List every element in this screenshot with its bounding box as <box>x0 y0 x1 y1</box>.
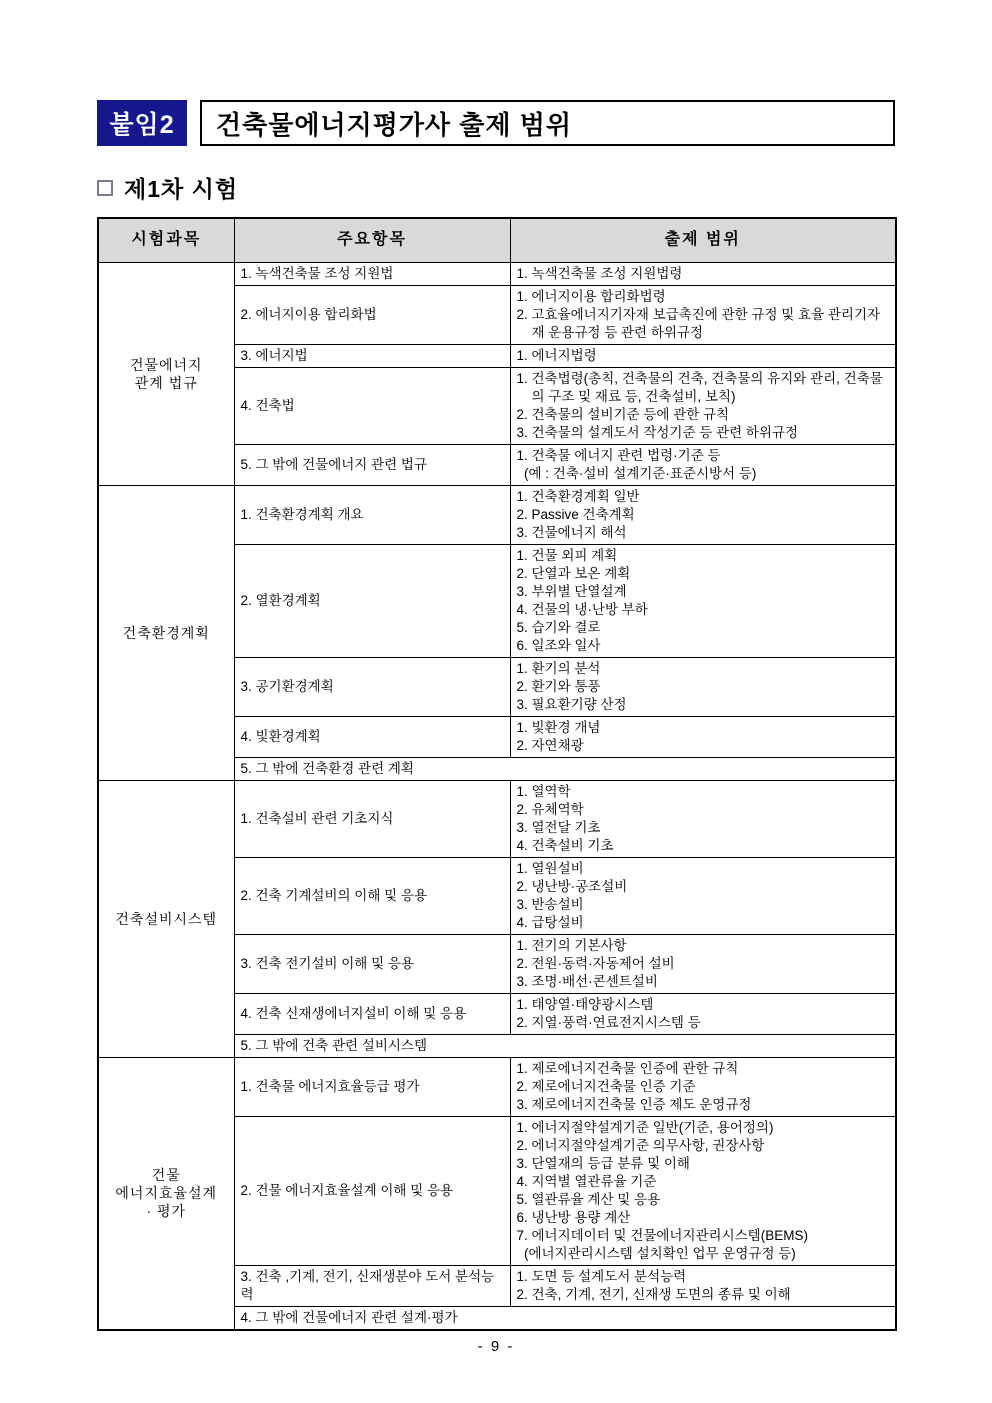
scope-cell <box>510 716 896 757</box>
scope-line: 3. 제로에너지건축물 인증 제도 운영규정 <box>516 1096 752 1112</box>
main-item-cell: 5. 그 밖에 건물에너지 관련 법규 <box>234 444 510 485</box>
exam-scope-table <box>97 217 897 1331</box>
scope-cell <box>510 857 896 934</box>
main-item-cell: 2. 건물 에너지효율설계 이해 및 응용 <box>234 1116 510 1265</box>
scope-cell <box>510 544 896 657</box>
scope-cell <box>510 485 896 544</box>
scope-line: 2. 제로에너지건축물 인증 기준 <box>516 1078 696 1094</box>
subject-line: 건축환경계획 <box>122 624 210 641</box>
scope-line: 1. 도면 등 설계도서 분석능력 <box>516 1268 687 1284</box>
scope-cell <box>510 1265 896 1306</box>
scope-cell <box>510 262 896 285</box>
table-row <box>98 780 896 857</box>
main-item-cell: 1. 건축물 에너지효율등급 평가 <box>234 1057 510 1116</box>
scope-line: 2. 건축물의 설비기준 등에 관한 규칙 <box>516 406 730 422</box>
subject-cell <box>98 1057 234 1330</box>
scope-cell <box>510 344 896 367</box>
scope-line: 4. 지역별 열관류율 기준 <box>516 1173 657 1189</box>
scope-line: 6. 냉난방 용량 계산 <box>516 1209 631 1225</box>
scope-line: 1. 건축환경계획 일반 <box>516 488 640 504</box>
main-item-cell: 1. 건축환경계획 개요 <box>234 485 510 544</box>
scope-line: 3. 건물에너지 해석 <box>516 524 627 540</box>
main-item-cell: 4. 그 밖에 건물에너지 관련 설계·평가 <box>234 1306 896 1330</box>
scope-line: 1. 빛환경 개념 <box>516 719 601 735</box>
subject-cell <box>98 780 234 1057</box>
scope-line: 2. 자연채광 <box>516 737 584 753</box>
scope-cell <box>510 367 896 444</box>
section-heading <box>97 171 895 204</box>
scope-cell <box>510 444 896 485</box>
scope-line: 2. 지열·풍력·연료전지시스템 등 <box>516 1014 701 1030</box>
subject-cell <box>98 262 234 485</box>
main-item-cell: 2. 열환경계획 <box>234 544 510 657</box>
col-header-main-items: 주요항목 <box>234 218 510 262</box>
scope-line: 1. 건물 외피 계획 <box>516 547 618 563</box>
subject-line: 건물에너지 <box>129 356 203 373</box>
subject-line: 관계 법규 <box>134 374 198 391</box>
table-row <box>98 1057 896 1116</box>
scope-line: (예 : 건축·설비 설계기준·표준시방서 등) <box>516 465 757 481</box>
main-item-cell: 5. 그 밖에 건축 관련 설비시스템 <box>234 1034 896 1057</box>
scope-line: 1. 에너지절약설계기준 일반(기준, 용어정의) <box>516 1119 774 1135</box>
table-header-row <box>98 218 896 262</box>
scope-line: 3. 반송설비 <box>516 896 584 912</box>
scope-cell <box>510 285 896 344</box>
scope-line: (에너지관리시스템 설치확인 업무 운영규정 등) <box>516 1245 796 1261</box>
scope-cell <box>510 657 896 716</box>
scope-line: 1. 열역학 <box>516 783 571 799</box>
subject-line: · 평가 <box>146 1203 187 1219</box>
main-item-cell: 4. 건축 신재생에너지설비 이해 및 응용 <box>234 993 510 1034</box>
scope-line: 2. 환기와 통풍 <box>516 678 601 694</box>
col-header-scope: 출제 범위 <box>510 218 896 262</box>
scope-line: 1. 녹색건축물 조성 지원법령 <box>516 265 683 281</box>
square-bullet-icon <box>97 180 113 196</box>
doc-header <box>97 100 895 146</box>
main-item-cell: 2. 에너지이용 합리화법 <box>234 285 510 344</box>
scope-line: 2. 유체역학 <box>516 801 584 817</box>
col-header-subject: 시험과목 <box>98 218 234 262</box>
subject-line: 에너지효율설계 <box>115 1185 218 1201</box>
scope-line: 2. 고효율에너지기자재 보급촉진에 관한 규정 및 효율 관리기자재 운용규정 등 관련 하위규정 <box>516 306 881 340</box>
scope-line: 2. 에너지절약설계기준 의무사항, 권장사항 <box>516 1137 765 1153</box>
scope-cell <box>510 993 896 1034</box>
main-item-cell: 2. 건축 기계설비의 이해 및 응용 <box>234 857 510 934</box>
scope-line: 3. 조명·배선·콘센트설비 <box>516 973 658 989</box>
scope-line: 1. 전기의 기본사항 <box>516 937 627 953</box>
main-item-cell: 3. 에너지법 <box>234 344 510 367</box>
scope-line: 7. 에너지데이터 및 건물에너지관리시스템(BEMS) <box>516 1227 808 1243</box>
scope-line: 1. 열원설비 <box>516 860 584 876</box>
attachment-badge: 붙임2 <box>97 100 187 146</box>
scope-line: 2. 건축, 기계, 전기, 신재생 도면의 종류 및 이해 <box>516 1286 791 1302</box>
scope-cell <box>510 780 896 857</box>
scope-line: 3. 단열재의 등급 분류 및 이해 <box>516 1155 690 1171</box>
scope-line: 3. 건축물의 설계도서 작성기준 등 관련 하위규정 <box>516 424 799 440</box>
scope-line: 2. 단열과 보온 계획 <box>516 565 631 581</box>
scope-cell <box>510 934 896 993</box>
main-item-cell: 1. 건축설비 관련 기초지식 <box>234 780 510 857</box>
doc-title: 건축물에너지평가사 출제 범위 <box>216 109 572 140</box>
scope-cell <box>510 1116 896 1265</box>
scope-line: 4. 급탕설비 <box>516 914 584 930</box>
scope-line: 4. 건물의 냉·난방 부하 <box>516 601 648 617</box>
scope-cell <box>510 1057 896 1116</box>
scope-line: 3. 열전달 기초 <box>516 819 601 835</box>
scope-line: 2. 전원·동력·자동제어 설비 <box>516 955 675 971</box>
scope-line: 6. 일조와 일사 <box>516 637 601 653</box>
subject-line: 건축설비시스템 <box>115 910 218 927</box>
main-item-cell: 5. 그 밖에 건축환경 관련 계획 <box>234 757 896 780</box>
scope-line: 1. 제로에너지건축물 인증에 관한 규칙 <box>516 1060 739 1076</box>
scope-line: 3. 부위별 단열설계 <box>516 583 627 599</box>
doc-title-box <box>200 100 895 146</box>
scope-line: 4. 건축설비 기초 <box>516 837 614 853</box>
scope-line: 1. 환기의 분석 <box>516 660 601 676</box>
scope-line: 5. 습기와 결로 <box>516 619 601 635</box>
scope-line: 1. 태양열·태양광시스템 <box>516 996 654 1012</box>
scope-line: 5. 열관류율 계산 및 응용 <box>516 1191 661 1207</box>
scope-line: 1. 에너지법령 <box>516 347 597 363</box>
subject-cell <box>98 485 234 780</box>
main-item-cell: 3. 건축 ,기계, 전기, 신재생분야 도서 분석능력 <box>234 1265 510 1306</box>
scope-line: 1. 건축물 에너지 관련 법령·기준 등 <box>516 447 721 463</box>
main-item-cell: 3. 건축 전기설비 이해 및 응용 <box>234 934 510 993</box>
section-title: 제1차 시험 <box>124 176 239 202</box>
scope-line: 1. 건축법령(총칙, 건축물의 건축, 건축물의 유지와 관리, 건축물의 구조 및 재료 등, 건축설비, 보칙) <box>516 370 883 404</box>
table-row <box>98 262 896 285</box>
main-item-cell: 3. 공기환경계획 <box>234 657 510 716</box>
subject-line: 건물 <box>151 1167 181 1183</box>
main-item-cell: 1. 녹색건축물 조성 지원법 <box>234 262 510 285</box>
scope-line: 1. 에너지이용 합리화법령 <box>516 288 666 304</box>
page-number: - 9 - <box>477 1338 515 1355</box>
main-item-cell: 4. 빛환경계획 <box>234 716 510 757</box>
scope-line: 3. 필요환기량 산정 <box>516 696 627 712</box>
main-item-cell: 4. 건축법 <box>234 367 510 444</box>
table-row <box>98 485 896 544</box>
scope-line: 2. Passive 건축계획 <box>516 506 635 522</box>
scope-line: 2. 냉난방·공조설비 <box>516 878 628 894</box>
